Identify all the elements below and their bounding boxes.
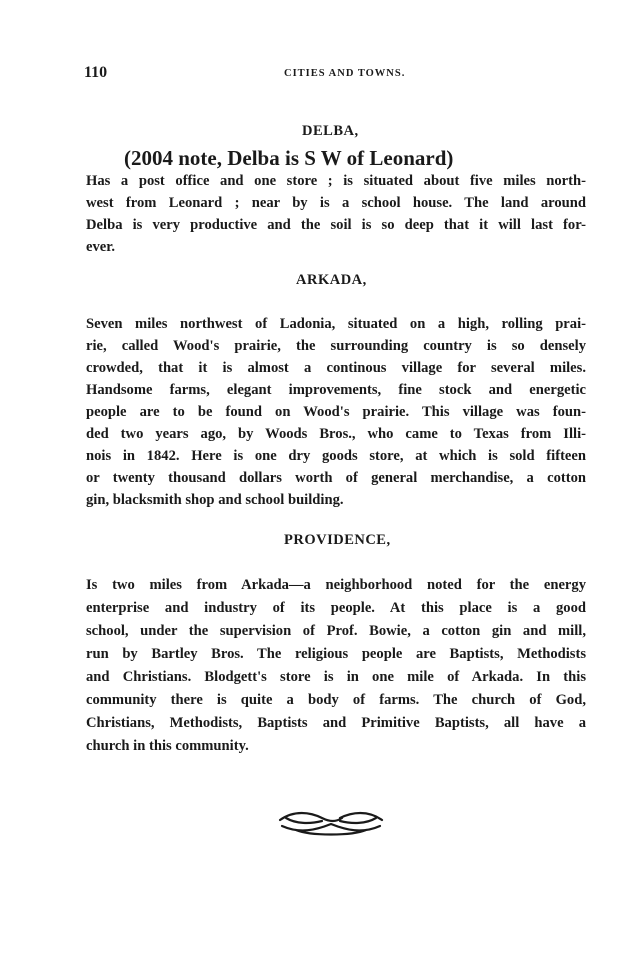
body-line: church in this community.	[86, 738, 249, 754]
editor-note: (2004 note, Delba is S W of Leonard)	[124, 146, 454, 170]
body-line: Christians, Methodists, Baptists and Primitive Baptists, all have a	[86, 715, 586, 731]
running-head	[84, 64, 584, 84]
running-title: CITIES AND TOWNS.	[284, 68, 406, 79]
body-line: ded two years ago, by Woods Bros., who came to Texas from Illi-	[86, 426, 586, 442]
flourish-ornament-icon	[276, 808, 386, 838]
body-line: rie, called Wood's prairie, the surrounding country is so densely	[86, 338, 586, 354]
body-line: community there is quite a body of farms. The church of God,	[86, 692, 586, 708]
section-heading-delba: DELBA,	[302, 123, 359, 139]
body-line: Delba is very productive and the soil is so deep that it will last for-	[86, 217, 586, 233]
body-line: run by Bartley Bros. The religious people are Baptists, Methodists	[86, 646, 586, 662]
body-line: Handsome farms, elegant improvements, fine stock and energetic	[86, 382, 586, 398]
body-line: crowded, that it is almost a continous village for several miles.	[86, 360, 586, 376]
page-number: 110	[84, 64, 108, 81]
body-line: gin, blacksmith shop and school building.	[86, 492, 344, 508]
body-line: ever.	[86, 239, 116, 255]
body-line: Has a post office and one store ; is situated about five miles north-	[86, 173, 586, 189]
body-line: enterprise and industry of its people. At this place is a good	[86, 600, 586, 616]
body-line: school, under the supervision of Prof. Bowie, a cotton gin and mill,	[86, 623, 586, 639]
body-line: Is two miles from Arkada—a neighborhood noted for the energy	[86, 577, 586, 593]
body-line: Seven miles northwest of Ladonia, situated on a high, rolling prai-	[86, 316, 586, 332]
body-line: nois in 1842. Here is one dry goods store, at which is sold fifteen	[86, 448, 586, 464]
body-line: people are to be found on Wood's prairie. This village was foun-	[86, 404, 586, 420]
section-heading-providence: PROVIDENCE,	[284, 532, 391, 548]
section-heading-arkada: ARKADA,	[296, 272, 367, 288]
body-line: west from Leonard ; near by is a school house. The land around	[86, 195, 586, 211]
body-line: or twenty thousand dollars worth of general merchandise, a cotton	[86, 470, 586, 486]
body-line: and Christians. Blodgett's store is in one mile of Arkada. In this	[86, 669, 586, 685]
